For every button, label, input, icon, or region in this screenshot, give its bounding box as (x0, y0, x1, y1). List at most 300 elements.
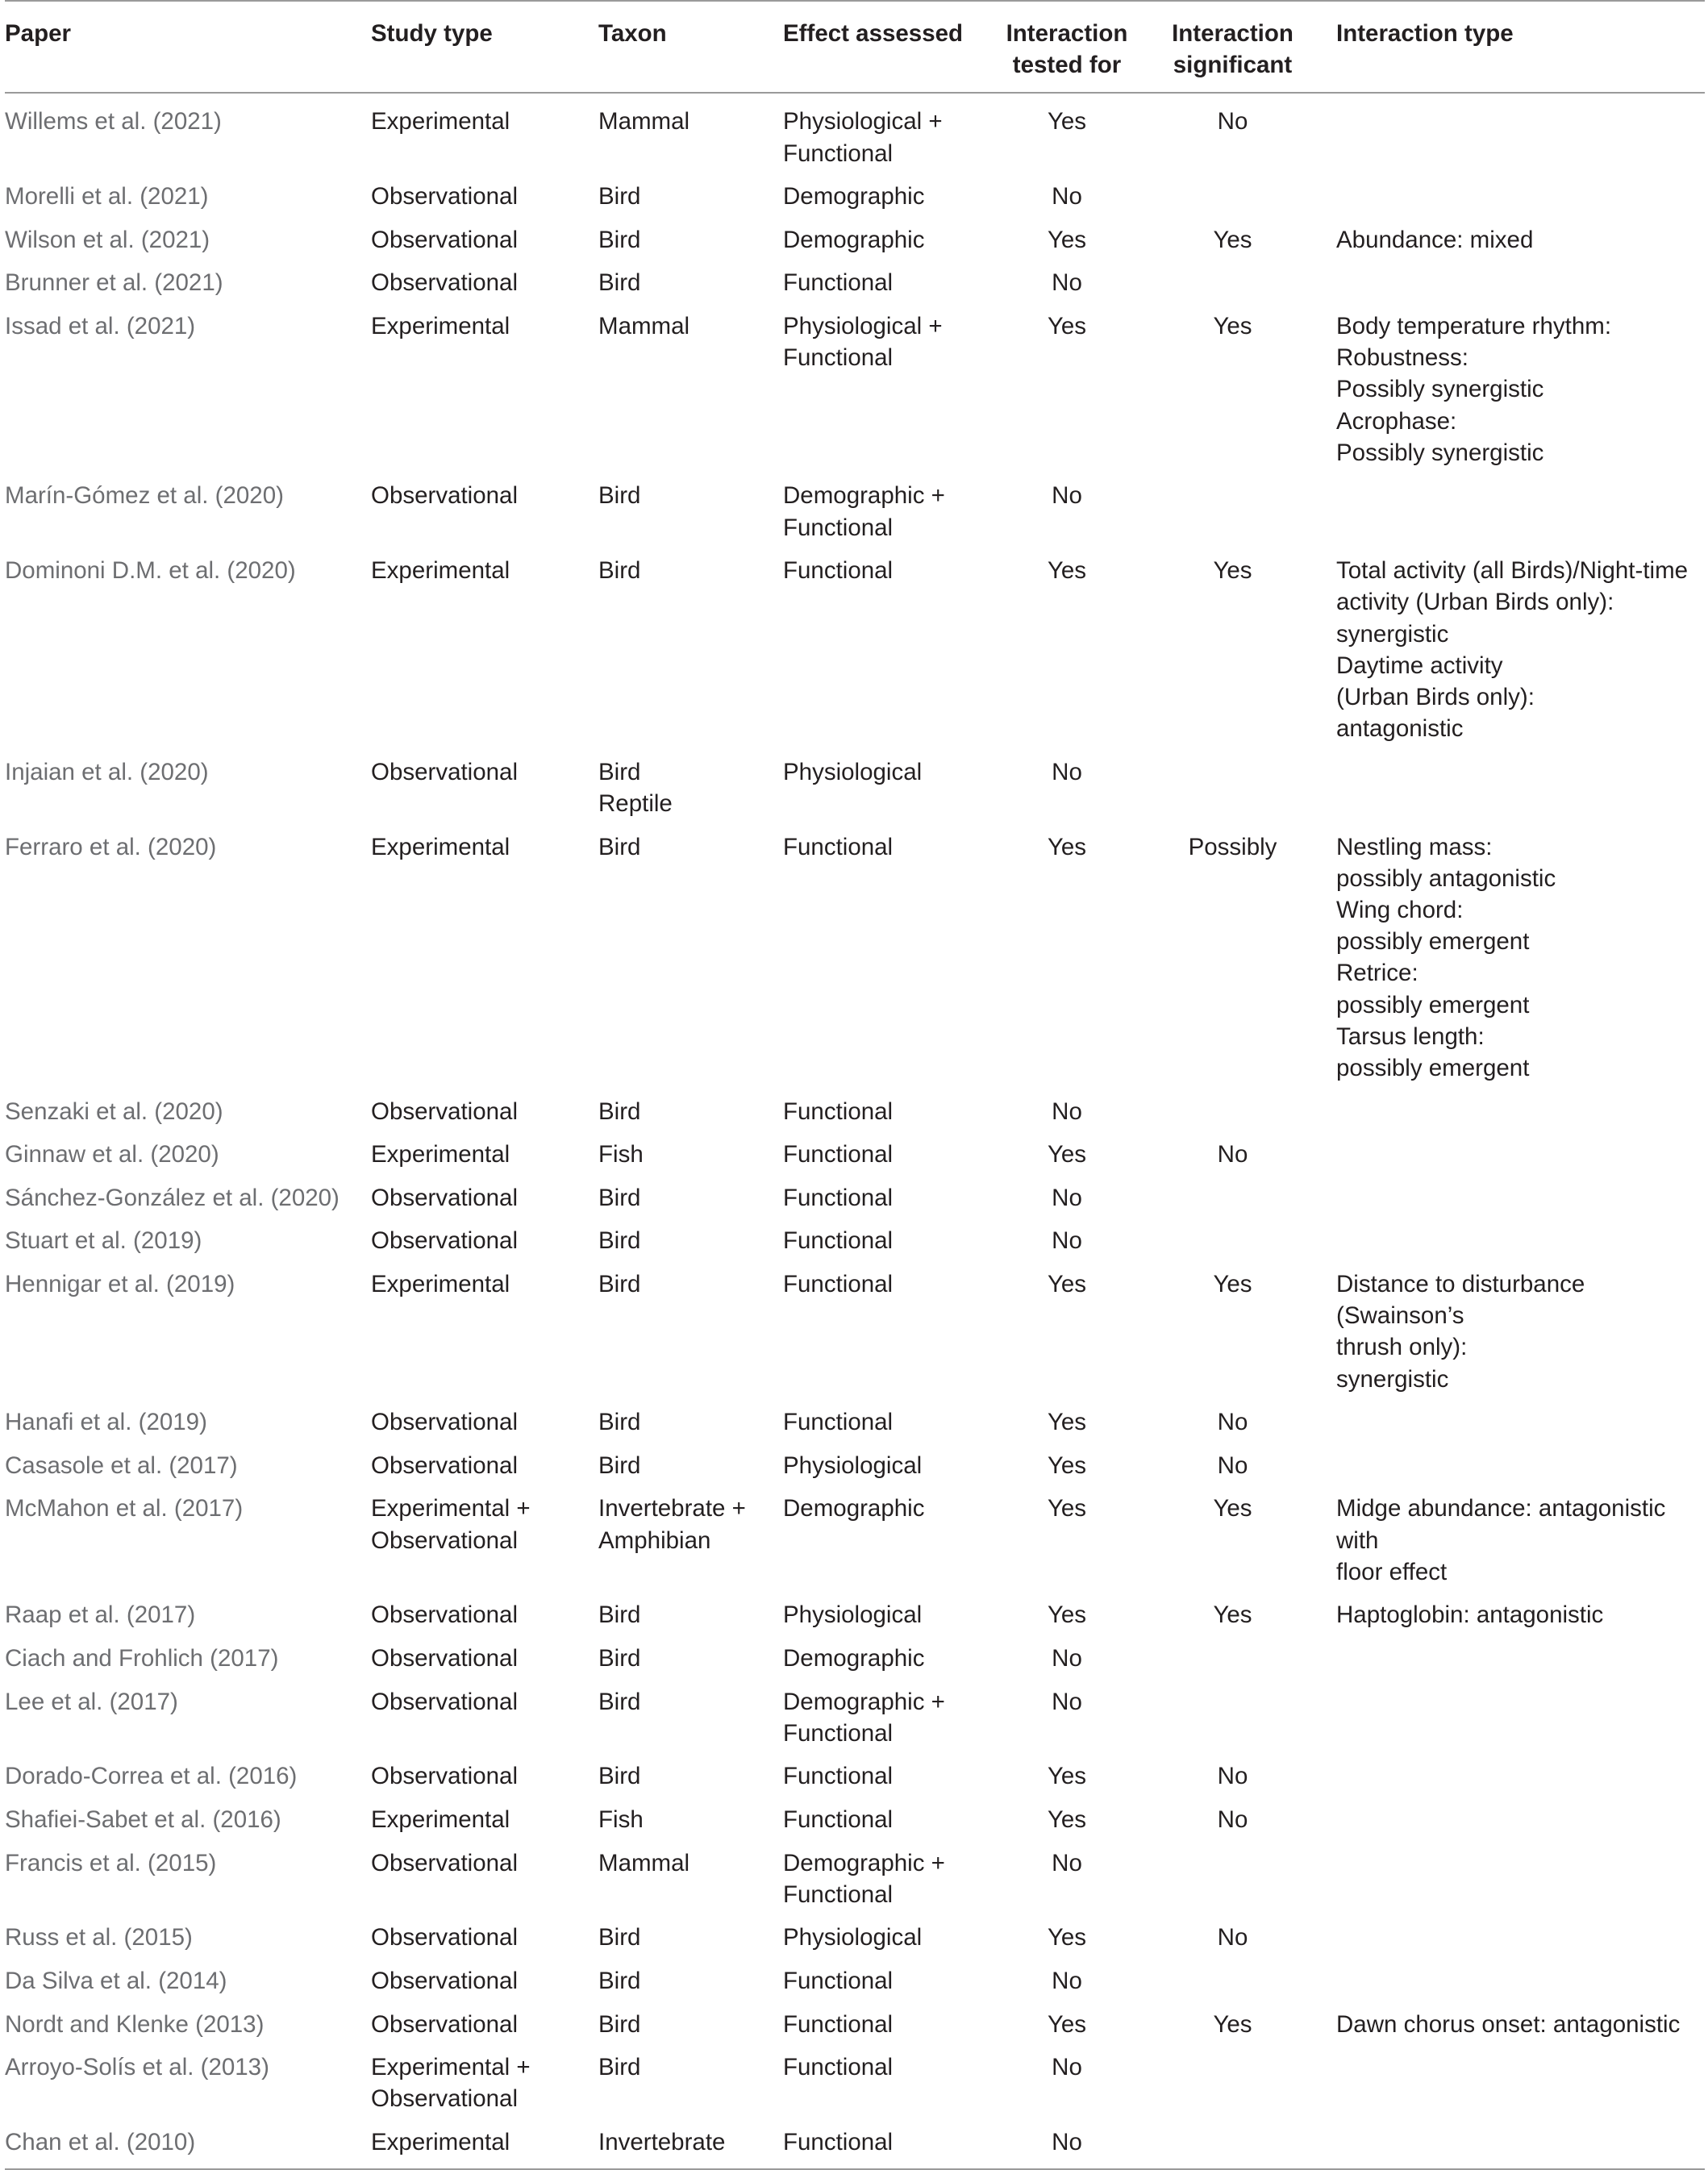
cell-text: Bird (598, 183, 641, 210)
cell-text: No (1052, 1097, 1082, 1125)
cell-paper (5, 2121, 371, 2169)
cell-interaction-type (1320, 93, 1705, 175)
cell-interaction-significant (1145, 751, 1320, 826)
cell-text: Functional (783, 833, 894, 860)
cell-text: Observational (371, 269, 519, 297)
cell-text: Observational (371, 1227, 519, 1255)
cell-effect-assessed (783, 1681, 989, 1756)
cell-study-type (371, 1133, 598, 1177)
table-row (5, 1842, 1705, 1917)
cell-text: Yes (1047, 1924, 1087, 1951)
cell-effect-assessed (783, 1755, 989, 1798)
cell-paper (5, 305, 371, 474)
cell-text: No (1052, 269, 1082, 297)
cell-text: Fish (598, 1141, 644, 1168)
table-header (5, 1, 1705, 93)
cell-interaction-tested (989, 751, 1145, 826)
cell-text: No (1052, 1227, 1082, 1255)
cell-text: Observational (371, 183, 519, 210)
cell-paper (5, 1090, 371, 1134)
cell-text: Functional (783, 2054, 894, 2081)
cell-text: Yes (1047, 2010, 1087, 2038)
cell-interaction-tested (989, 1219, 1145, 1263)
cell-interaction-type (1320, 175, 1705, 219)
cell-taxon (598, 1798, 783, 1842)
table-row (5, 1177, 1705, 1220)
header-paper: Paper (5, 1, 371, 93)
cell-text: Da Silva et al. (2014) (5, 1967, 227, 1994)
cell-taxon (598, 2121, 783, 2169)
cell-text: Experimental (371, 1806, 510, 1833)
cell-effect-assessed (783, 1960, 989, 2003)
header-interaction-type: Interaction type (1320, 1, 1705, 93)
cell-interaction-tested (989, 474, 1145, 549)
cell-text: Dawn chorus onset: antagonistic (1336, 2010, 1681, 2038)
cell-interaction-tested (989, 1263, 1145, 1401)
cell-text: Observational (371, 2010, 519, 2038)
cell-interaction-type (1320, 549, 1705, 751)
cell-text: Functional (783, 1967, 894, 1994)
cell-interaction-type (1320, 2046, 1705, 2121)
cell-effect-assessed (783, 2003, 989, 2047)
cell-interaction-tested (989, 1401, 1145, 1444)
cell-interaction-significant (1145, 1681, 1320, 1756)
cell-paper (5, 2046, 371, 2121)
cell-paper (5, 1798, 371, 1842)
cell-text: Yes (1047, 312, 1087, 339)
cell-interaction-significant (1145, 1177, 1320, 1220)
cell-effect-assessed (783, 1487, 989, 1593)
cell-effect-assessed (783, 1401, 989, 1444)
cell-text: No (1052, 758, 1082, 785)
cell-interaction-type (1320, 1916, 1705, 1960)
cell-interaction-significant (1145, 261, 1320, 305)
cell-text: Bird (598, 1688, 641, 1715)
table-row (5, 826, 1705, 1090)
cell-interaction-significant (1145, 219, 1320, 262)
cell-interaction-type (1320, 305, 1705, 474)
header-interaction-tested: Interaction tested for (989, 1, 1145, 93)
cell-study-type (371, 1593, 598, 1637)
cell-interaction-tested (989, 1487, 1145, 1593)
cell-text: No (1217, 1924, 1248, 1951)
cell-text: Wilson et al. (2021) (5, 226, 210, 253)
cell-text: Demographic + Functional (783, 482, 945, 541)
cell-interaction-significant (1145, 1487, 1320, 1593)
cell-text: Functional (783, 557, 894, 585)
cell-text: Observational (371, 758, 519, 785)
cell-text: Observational (371, 482, 519, 510)
cell-study-type (371, 1487, 598, 1593)
cell-interaction-type (1320, 1681, 1705, 1756)
cell-study-type (371, 1960, 598, 2003)
cell-study-type (371, 2046, 598, 2121)
header-taxon: Taxon (598, 1, 783, 93)
cell-text: Observational (371, 1184, 519, 1211)
cell-text: Physiological + Functional (783, 312, 943, 372)
cell-paper (5, 474, 371, 549)
cell-interaction-significant (1145, 474, 1320, 549)
cell-text: Demographic (783, 226, 925, 253)
cell-text: Physiological + Functional (783, 108, 943, 167)
cell-interaction-tested (989, 93, 1145, 175)
cell-paper (5, 1593, 371, 1637)
cell-interaction-significant (1145, 2121, 1320, 2169)
cell-interaction-significant (1145, 1133, 1320, 1177)
cell-text: No (1052, 1967, 1082, 1994)
cell-taxon (598, 1177, 783, 1220)
cell-effect-assessed (783, 826, 989, 1090)
cell-taxon (598, 1487, 783, 1593)
table-row (5, 1593, 1705, 1637)
cell-effect-assessed (783, 1916, 989, 1960)
cell-interaction-type (1320, 219, 1705, 262)
cell-interaction-significant (1145, 1798, 1320, 1842)
cell-text: No (1217, 1763, 1248, 1790)
cell-text: Demographic + Functional (783, 1688, 945, 1747)
cell-paper (5, 1755, 371, 1798)
cell-text: Invertebrate + Amphibian (598, 1495, 746, 1554)
cell-paper (5, 1487, 371, 1593)
cell-text: Ciach and Frohlich (2017) (5, 1644, 279, 1672)
cell-text: Yes (1213, 1601, 1252, 1629)
cell-paper (5, 1219, 371, 1263)
cell-text: Experimental (371, 312, 510, 339)
table-row (5, 1401, 1705, 1444)
cell-taxon (598, 93, 783, 175)
cell-paper (5, 1916, 371, 1960)
cell-interaction-type (1320, 1177, 1705, 1220)
cell-paper (5, 93, 371, 175)
cell-text: Observational (371, 1688, 519, 1715)
cell-text: Bird (598, 1763, 641, 1790)
cell-interaction-type (1320, 1133, 1705, 1177)
cell-effect-assessed (783, 2121, 989, 2169)
cell-text: Bird (598, 1184, 641, 1211)
cell-effect-assessed (783, 1219, 989, 1263)
cell-text: Mammal (598, 1849, 690, 1876)
cell-text: Dominoni D.M. et al. (2020) (5, 557, 296, 585)
cell-text: No (1052, 482, 1082, 510)
cell-text: Physiological (783, 1924, 923, 1951)
cell-interaction-significant (1145, 1401, 1320, 1444)
cell-text: Yes (1047, 1601, 1087, 1629)
cell-text: Demographic (783, 183, 925, 210)
cell-text: Sánchez-González et al. (2020) (5, 1184, 340, 1211)
cell-interaction-type (1320, 1219, 1705, 1263)
cell-paper (5, 1637, 371, 1681)
cell-taxon (598, 1263, 783, 1401)
table-row (5, 2121, 1705, 2169)
cell-text: Bird (598, 1452, 641, 1479)
cell-text: Yes (1213, 1270, 1252, 1297)
cell-taxon (598, 175, 783, 219)
cell-taxon (598, 2046, 783, 2121)
cell-paper (5, 751, 371, 826)
cell-taxon (598, 2003, 783, 2047)
cell-interaction-type (1320, 261, 1705, 305)
cell-interaction-tested (989, 1916, 1145, 1960)
cell-interaction-significant (1145, 1219, 1320, 1263)
cell-text: Willems et al. (2021) (5, 108, 222, 135)
cell-text: Ginnaw et al. (2020) (5, 1141, 219, 1168)
cell-interaction-significant (1145, 1842, 1320, 1917)
cell-interaction-type (1320, 1444, 1705, 1488)
cell-text: Bird (598, 1644, 641, 1672)
cell-interaction-significant (1145, 1755, 1320, 1798)
cell-effect-assessed (783, 1263, 989, 1401)
cell-text: Hennigar et al. (2019) (5, 1270, 235, 1297)
table-row (5, 1798, 1705, 1842)
cell-interaction-type (1320, 2121, 1705, 2169)
cell-taxon (598, 1090, 783, 1134)
cell-interaction-type (1320, 1637, 1705, 1681)
cell-interaction-significant (1145, 1593, 1320, 1637)
cell-text: Demographic + Functional (783, 1849, 945, 1908)
cell-study-type (371, 751, 598, 826)
cell-text: Yes (1213, 312, 1252, 339)
cell-effect-assessed (783, 261, 989, 305)
cell-text: Dorado-Correa et al. (2016) (5, 1763, 298, 1790)
cell-effect-assessed (783, 549, 989, 751)
cell-text: No (1052, 1849, 1082, 1876)
cell-text: Hanafi et al. (2019) (5, 1409, 207, 1436)
cell-text: Bird (598, 2010, 641, 2038)
cell-taxon (598, 1637, 783, 1681)
cell-text: No (1052, 183, 1082, 210)
cell-text: Body temperature rhythm: Robustness: Possibly synergistic Acrophase: Possibly synergistic (1336, 312, 1612, 466)
cell-text: Bird (598, 2054, 641, 2081)
cell-study-type (371, 1177, 598, 1220)
table-row (5, 1090, 1705, 1134)
cell-text: No (1217, 1452, 1248, 1479)
cell-text: Yes (1047, 1763, 1087, 1790)
cell-effect-assessed (783, 1177, 989, 1220)
cell-effect-assessed (783, 175, 989, 219)
cell-interaction-tested (989, 175, 1145, 219)
cell-interaction-tested (989, 1681, 1145, 1756)
cell-effect-assessed (783, 1090, 989, 1134)
cell-interaction-type (1320, 751, 1705, 826)
cell-text: No (1052, 1184, 1082, 1211)
cell-effect-assessed (783, 305, 989, 474)
cell-text: Experimental (371, 1270, 510, 1297)
cell-paper (5, 1401, 371, 1444)
cell-interaction-type (1320, 826, 1705, 1090)
cell-interaction-tested (989, 1755, 1145, 1798)
cell-study-type (371, 1755, 598, 1798)
cell-text: Observational (371, 226, 519, 253)
cell-text: Ferraro et al. (2020) (5, 833, 217, 860)
cell-text: Experimental (371, 833, 510, 860)
cell-effect-assessed (783, 751, 989, 826)
cell-effect-assessed (783, 1798, 989, 1842)
table-row (5, 474, 1705, 549)
cell-text: Experimental + Observational (371, 1495, 531, 1554)
cell-study-type (371, 549, 598, 751)
cell-taxon (598, 1133, 783, 1177)
cell-text: Functional (783, 1097, 894, 1125)
cell-taxon (598, 549, 783, 751)
cell-text: Experimental (371, 557, 510, 585)
cell-text: Morelli et al. (2021) (5, 183, 209, 210)
cell-text: Demographic (783, 1644, 925, 1672)
cell-text: Bird (598, 1924, 641, 1951)
cell-paper (5, 1681, 371, 1756)
cell-effect-assessed (783, 1842, 989, 1917)
cell-paper (5, 175, 371, 219)
cell-text: Bird (598, 1967, 641, 1994)
cell-paper (5, 219, 371, 262)
cell-interaction-significant (1145, 1637, 1320, 1681)
cell-interaction-tested (989, 1798, 1145, 1842)
cell-text: Experimental (371, 2128, 510, 2155)
cell-effect-assessed (783, 1593, 989, 1637)
cell-interaction-tested (989, 549, 1145, 751)
cell-text: No (1217, 108, 1248, 135)
cell-effect-assessed (783, 93, 989, 175)
cell-text: Stuart et al. (2019) (5, 1227, 202, 1255)
cell-text: Shafiei-Sabet et al. (2016) (5, 1806, 281, 1833)
table-row (5, 751, 1705, 826)
cell-text: Yes (1047, 226, 1087, 253)
cell-text: Yes (1047, 1409, 1087, 1436)
cell-effect-assessed (783, 2046, 989, 2121)
cell-interaction-type (1320, 1755, 1705, 1798)
table-row (5, 1263, 1705, 1401)
cell-text: Bird (598, 833, 641, 860)
cell-text: Observational (371, 1967, 519, 1994)
cell-taxon (598, 1960, 783, 2003)
cell-interaction-type (1320, 1842, 1705, 1917)
cell-text: Functional (783, 1227, 894, 1255)
cell-paper (5, 1444, 371, 1488)
cell-text: Yes (1047, 1270, 1087, 1297)
header-study-type: Study type (371, 1, 598, 93)
cell-text: Russ et al. (2015) (5, 1924, 193, 1951)
cell-text: Experimental (371, 108, 510, 135)
cell-interaction-tested (989, 1444, 1145, 1488)
cell-study-type (371, 1090, 598, 1134)
cell-text: Experimental (371, 1141, 510, 1168)
cell-interaction-tested (989, 261, 1145, 305)
cell-text: Functional (783, 1763, 894, 1790)
header-interaction-significant: Interaction significant (1145, 1, 1320, 93)
cell-interaction-tested (989, 1177, 1145, 1220)
cell-taxon (598, 261, 783, 305)
cell-text: Bird (598, 482, 641, 510)
cell-interaction-significant (1145, 2046, 1320, 2121)
cell-study-type (371, 1401, 598, 1444)
cell-taxon (598, 474, 783, 549)
cell-effect-assessed (783, 1133, 989, 1177)
table-row (5, 1960, 1705, 2003)
table-body (5, 93, 1705, 2169)
cell-text: Bird (598, 1097, 641, 1125)
cell-study-type (371, 1798, 598, 1842)
header-effect-assessed: Effect assessed (783, 1, 989, 93)
cell-text: Brunner et al. (2021) (5, 269, 223, 297)
table-row (5, 305, 1705, 474)
cell-text: Bird (598, 226, 641, 253)
cell-text: Lee et al. (2017) (5, 1688, 178, 1715)
cell-text: Nordt and Klenke (2013) (5, 2010, 265, 2038)
cell-text: Total activity (all Birds)/Night-time activity (Urban Birds only): synergistic Daytime activity (Urban Birds only): antagonistic (1336, 557, 1689, 743)
cell-text: Bird (598, 1601, 641, 1629)
cell-paper (5, 1960, 371, 2003)
cell-study-type (371, 1263, 598, 1401)
cell-interaction-type (1320, 2003, 1705, 2047)
cell-interaction-tested (989, 2003, 1145, 2047)
cell-interaction-significant (1145, 1444, 1320, 1488)
cell-text: Yes (1213, 557, 1252, 585)
cell-interaction-type (1320, 1263, 1705, 1401)
cell-study-type (371, 219, 598, 262)
table-row (5, 1916, 1705, 1960)
cell-text: Bird (598, 557, 641, 585)
cell-text: Invertebrate (598, 2128, 726, 2155)
cell-text: Observational (371, 1644, 519, 1672)
cell-text: Abundance: mixed (1336, 226, 1534, 253)
cell-paper (5, 261, 371, 305)
cell-taxon (598, 305, 783, 474)
table-row (5, 1444, 1705, 1488)
cell-text: Observational (371, 1601, 519, 1629)
cell-taxon (598, 1593, 783, 1637)
table-row (5, 219, 1705, 262)
cell-text: Physiological (783, 1601, 923, 1629)
table-row (5, 93, 1705, 175)
cell-study-type (371, 1681, 598, 1756)
cell-interaction-significant (1145, 1090, 1320, 1134)
cell-interaction-type (1320, 1593, 1705, 1637)
cell-text: Nestling mass: possibly antagonistic Wing chord: possibly emergent Retrice: possibly emergent Tarsus length: possibly emergent (1336, 833, 1556, 1082)
cell-effect-assessed (783, 1637, 989, 1681)
cell-interaction-type (1320, 474, 1705, 549)
cell-text: Observational (371, 1763, 519, 1790)
table-row (5, 175, 1705, 219)
cell-interaction-significant (1145, 1916, 1320, 1960)
cell-text: Arroyo-Solís et al. (2013) (5, 2054, 269, 2081)
cell-text: Midge abundance: antagonistic with floor effect (1336, 1495, 1666, 1585)
cell-paper (5, 1133, 371, 1177)
cell-interaction-type (1320, 1090, 1705, 1134)
cell-study-type (371, 261, 598, 305)
table-row (5, 1637, 1705, 1681)
cell-interaction-tested (989, 2046, 1145, 2121)
cell-text: Bird (598, 269, 641, 297)
cell-text: Functional (783, 2010, 894, 2038)
cell-text: Distance to disturbance (Swainson’s thrush only): synergistic (1336, 1270, 1585, 1393)
cell-interaction-tested (989, 1090, 1145, 1134)
cell-taxon (598, 1755, 783, 1798)
cell-interaction-tested (989, 1842, 1145, 1917)
cell-interaction-tested (989, 2121, 1145, 2169)
cell-interaction-type (1320, 1798, 1705, 1842)
cell-text: Functional (783, 1409, 894, 1436)
cell-taxon (598, 1916, 783, 1960)
cell-text: Observational (371, 1849, 519, 1876)
cell-text: Functional (783, 269, 894, 297)
cell-interaction-significant (1145, 1263, 1320, 1401)
cell-text: Chan et al. (2010) (5, 2128, 196, 2155)
cell-text: Haptoglobin: antagonistic (1336, 1601, 1604, 1629)
cell-text: Senzaki et al. (2020) (5, 1097, 223, 1125)
cell-text: Observational (371, 1409, 519, 1436)
cell-text: Bird Reptile (598, 758, 673, 817)
cell-text: No (1052, 2054, 1082, 2081)
cell-text: Yes (1047, 557, 1087, 585)
